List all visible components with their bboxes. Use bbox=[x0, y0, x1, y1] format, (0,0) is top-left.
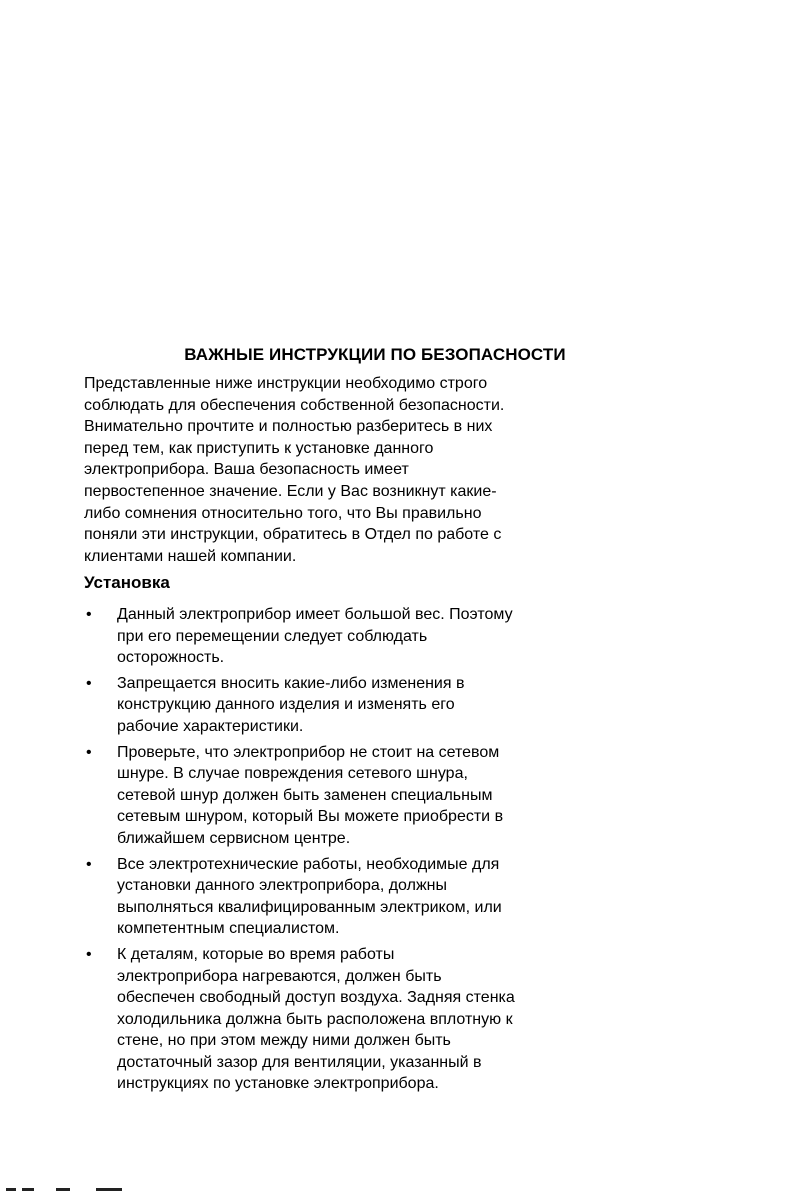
intro-line: перед тем, как приступить к установке данного bbox=[84, 439, 434, 457]
section-heading: Установка bbox=[84, 573, 170, 592]
item-line: К деталям, которые во время работы bbox=[117, 945, 395, 963]
item-line: холодильника должна быть расположена вплотную к bbox=[117, 1010, 513, 1028]
item-line: обеспечен свободный доступ воздуха. Задняя стенка bbox=[117, 989, 515, 1007]
item-line: при его перемещении следует соблюдать bbox=[117, 627, 428, 645]
item-line: электроприбора нагреваются, должен быть bbox=[117, 967, 442, 985]
intro-paragraph bbox=[84, 373, 579, 567]
item-line: установки данного электроприбора, должны bbox=[117, 877, 447, 895]
instructions-list bbox=[84, 604, 579, 1099]
intro-line: либо сомнения относительно того, что Вы правильно bbox=[84, 504, 482, 522]
bullet-icon: • bbox=[86, 945, 92, 963]
intro-line: поняли эти инструкции, обратитесь в Отдел по работе с bbox=[84, 526, 502, 544]
bullet-icon: • bbox=[86, 674, 92, 692]
item-line: конструкцию данного изделия и изменять его bbox=[117, 696, 455, 714]
item-line: рабочие характеристики. bbox=[117, 717, 304, 735]
intro-line: соблюдать для обеспечения собственной безопасности. bbox=[84, 396, 505, 414]
item-line: сетевой шнур должен быть заменен специальным bbox=[117, 786, 493, 804]
intro-line: первостепенное значение. Если у Вас возникнут какие- bbox=[84, 482, 497, 500]
list-item bbox=[84, 944, 579, 1095]
item-line: стене, но при этом между ними должен быть bbox=[117, 1032, 451, 1050]
bullet-icon: • bbox=[86, 855, 92, 873]
intro-line: электроприбора. Ваша безопасность имеет bbox=[84, 461, 409, 479]
item-line: Все электротехнические работы, необходимые для bbox=[117, 855, 500, 873]
list-item bbox=[84, 854, 579, 940]
item-line: ближайшем сервисном центре. bbox=[117, 829, 351, 847]
item-line: осторожность. bbox=[117, 649, 225, 667]
list-item bbox=[84, 604, 579, 669]
item-line: Данный электроприбор имеет большой вес. Поэтому bbox=[117, 606, 513, 623]
page-title: ВАЖНЫЕ ИНСТРУКЦИИ ПО БЕЗОПАСНОСТИ bbox=[184, 345, 566, 364]
bullet-icon: • bbox=[86, 743, 92, 761]
item-line: достаточный зазор для вентиляции, указанный в bbox=[117, 1053, 482, 1071]
item-line: Проверьте, что электроприбор не стоит на сетевом bbox=[117, 743, 500, 761]
item-line: шнуре. В случае повреждения сетевого шнура, bbox=[117, 765, 468, 783]
item-line: выполняться квалифицированным электриком, или bbox=[117, 898, 502, 916]
intro-line: клиентами нашей компании. bbox=[84, 547, 297, 565]
item-line: Запрещается вносить какие-либо изменения в bbox=[117, 674, 465, 692]
list-item bbox=[84, 742, 579, 850]
intro-line: Представленные ниже инструкции необходимо строго bbox=[84, 375, 488, 392]
item-line: компетентным специалистом. bbox=[117, 920, 340, 938]
intro-line: Внимательно прочтите и полностью разберитесь в них bbox=[84, 418, 493, 436]
item-line: инструкциях по установке электроприбора. bbox=[117, 1075, 439, 1093]
bullet-icon: • bbox=[86, 606, 92, 623]
item-line: сетевым шнуром, который Вы можете приобрести в bbox=[117, 808, 504, 826]
list-item bbox=[84, 673, 579, 738]
cropped-footer-marks bbox=[0, 1185, 140, 1191]
